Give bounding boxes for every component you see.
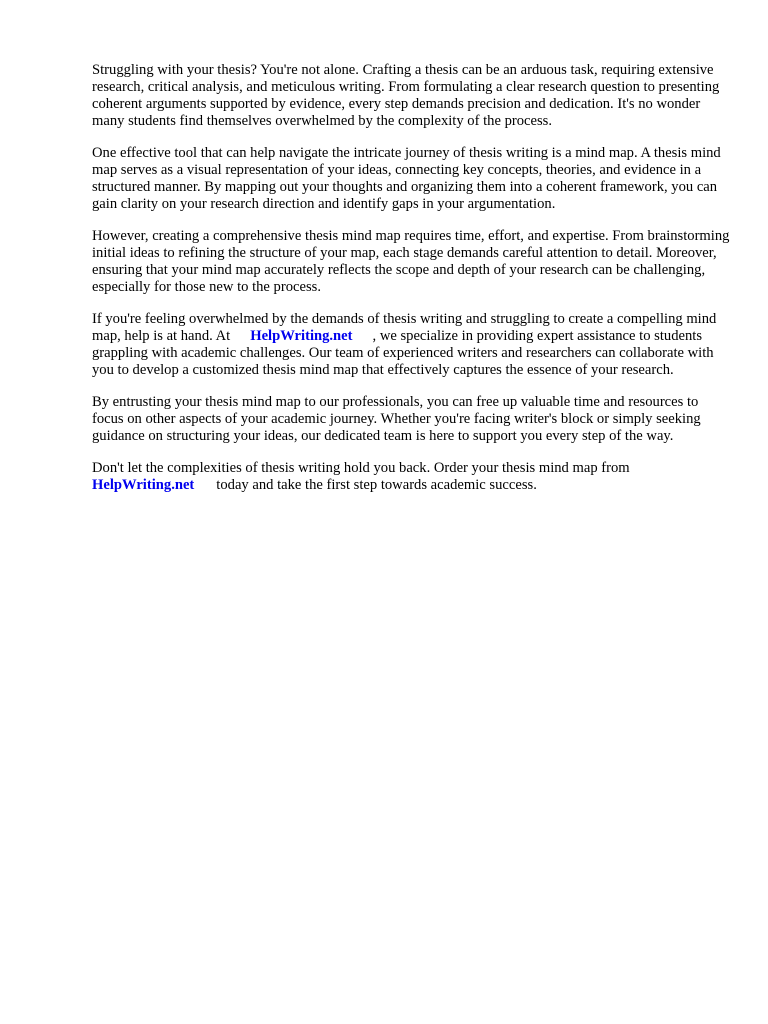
paragraph-4 — [92, 311, 732, 379]
paragraph-6 — [92, 460, 732, 494]
paragraph-4-text-after-link: , we specialize in providing expert assistance to students grappling with academic challenges. Our team of experienced writers and researchers can collaborate with you to develop a customized thesis mind map that effectively captures the essence of your research. — [92, 328, 714, 378]
paragraph-6-text-before-link: Don't let the complexities of thesis writing hold you back. Order your thesis mind map from — [92, 460, 630, 476]
helpwriting-link-footer[interactable]: HelpWriting.net — [92, 477, 195, 493]
paragraph-6-text-after-link: today and take the first step towards academic success. — [216, 477, 537, 493]
paragraph-1: Struggling with your thesis? You're not alone. Crafting a thesis can be an arduous task, requiring extensive research, critical analysis, and meticulous writing. From formulating a clear research question to presenting coherent arguments supported by evidence, every step demands precision and dedication. It's no wonder many students find themselves overwhelmed by the complexity of the process. — [92, 62, 720, 129]
paragraph-5: By entrusting your thesis mind map to our professionals, you can free up valuable time and resources to focus on other aspects of your academic journey. Whether you're facing writer's block or simply seeking guidance on structuring your ideas, our dedicated team is here to support you every step of the way. — [92, 394, 701, 444]
helpwriting-link[interactable]: HelpWriting.net — [250, 328, 353, 344]
paragraph-4-text-before-link: If you're feeling overwhelmed by the demands of thesis writing and struggling to create a compelling mind map, help is at hand. At — [92, 311, 717, 344]
document-body — [92, 62, 732, 509]
paragraph-3: However, creating a comprehensive thesis mind map requires time, effort, and expertise. From brainstorming initial ideas to refining the structure of your map, each stage demands careful attention to detail. Moreover, ensuring that your mind map accurately reflects the scope and depth of your research can be challenging, especially for those new to the process. — [92, 228, 730, 295]
paragraph-2: One effective tool that can help navigate the intricate journey of thesis writing is a mind map. A thesis mind map serves as a visual representation of your ideas, connecting key concepts, theories, and evidence in a structured manner. By mapping out your thoughts and organizing them into a coherent framework, you can gain clarity on your research direction and identify gaps in your argumentation. — [92, 145, 721, 212]
